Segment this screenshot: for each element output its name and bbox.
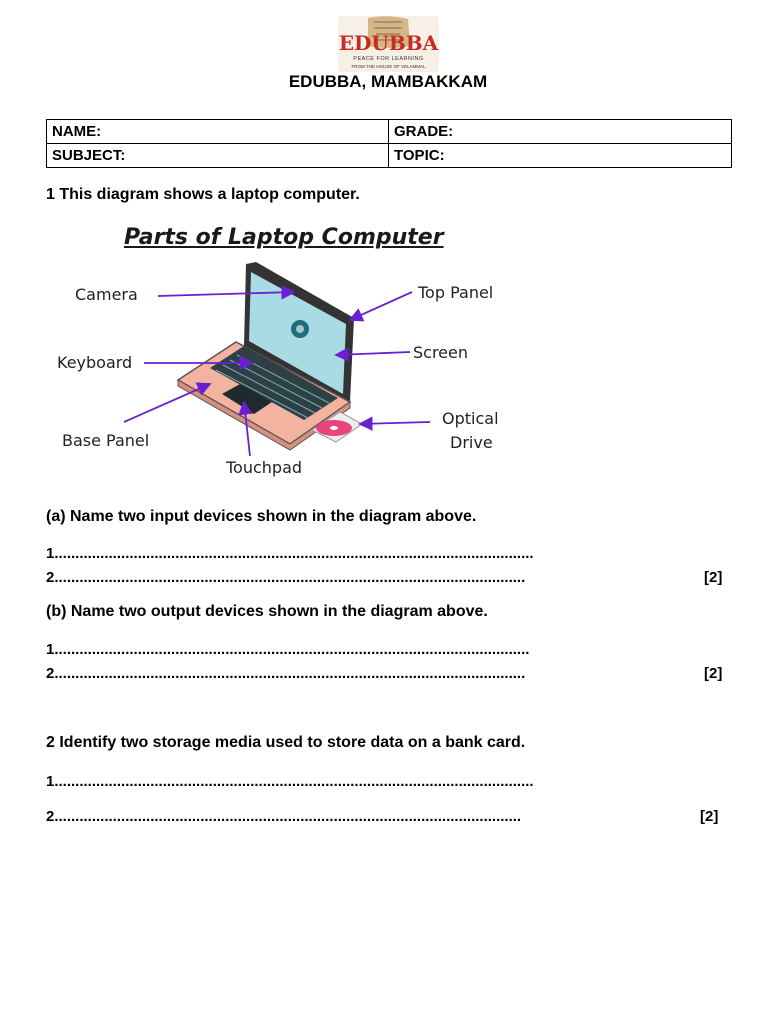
school-logo <box>338 16 439 72</box>
diagram-title: Parts of Laptop Computer <box>124 225 444 250</box>
label-camera: Camera <box>75 285 138 304</box>
question-1a: (a) Name two input devices shown in the diagram above. <box>46 508 477 525</box>
label-top-panel: Top Panel <box>418 283 494 302</box>
marks-1b: [2] <box>704 665 723 682</box>
table-row <box>47 120 732 144</box>
label-keyboard: Keyboard <box>57 353 133 372</box>
label-touchpad: Touchpad <box>226 458 303 477</box>
logo-subtagline: FROM THE HOUSE OF VELAMMAL <box>351 64 426 69</box>
logo-tagline: PEACE FOR LEARNING <box>353 56 424 62</box>
marks-2: [2] <box>700 808 719 825</box>
answer-line-1a-1[interactable]: 1................................................................................................................... <box>46 545 534 562</box>
answer-line-1b-2[interactable]: 2................................................................................................................. <box>46 665 526 682</box>
label-screen: Screen <box>413 343 469 362</box>
marks-1a: [2] <box>704 569 723 586</box>
table-row <box>47 144 732 168</box>
answer-line-1a-2[interactable]: 2................................................................................................................. <box>46 569 526 586</box>
label-drive: Drive <box>450 433 493 452</box>
label-optical: Optical <box>442 409 499 428</box>
logo-brand: EDUBBA <box>338 31 439 55</box>
question-1b: (b) Name two output devices shown in the diagram above. <box>46 603 488 620</box>
topic-field[interactable]: TOPIC: <box>389 144 732 168</box>
answer-line-1b-1[interactable]: 1.................................................................................................................. <box>46 641 530 658</box>
student-info-table <box>46 119 732 168</box>
subject-field[interactable]: SUBJECT: <box>47 144 389 168</box>
grade-field[interactable]: GRADE: <box>389 120 732 144</box>
answer-line-2-1[interactable]: 1................................................................................................................... <box>46 773 534 790</box>
label-base-panel: Base Panel <box>62 431 150 450</box>
question-2: 2 Identify two storage media used to store data on a bank card. <box>46 734 526 751</box>
school-name: EDUBBA, MAMBAKKAM <box>288 72 488 91</box>
question-1-intro: 1 This diagram shows a laptop computer. <box>46 186 360 203</box>
name-field[interactable]: NAME: <box>47 120 389 144</box>
answer-line-2-2[interactable]: 2................................................................................................................ <box>46 808 522 825</box>
